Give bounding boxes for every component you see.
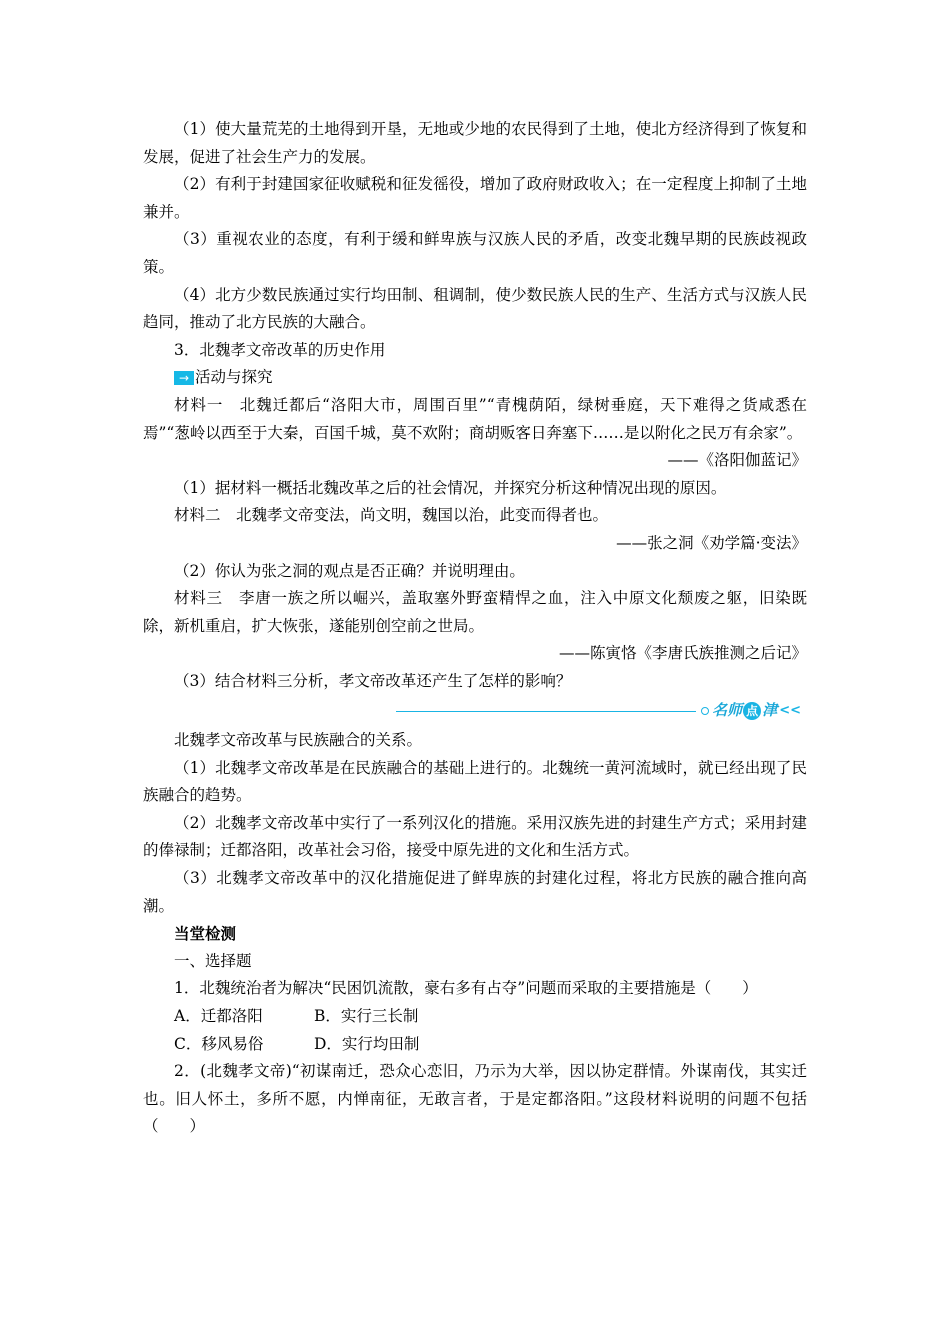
question-1: （1）据材料一概括北魏改革之后的社会情况，并探究分析这种情况出现的原因。 xyxy=(174,478,727,497)
arrow-icon: → xyxy=(174,371,194,385)
material-1: 材料一 北魏迁都后“洛阳大市，周围百里”“青槐荫陌，绿树垂庭，天下难得之货咸悉在焉”“葱岭以西至于大秦，百国千城，莫不欢附；商胡贩客日奔塞下……是以附化之民万有余家”。 xyxy=(143,395,807,442)
option-a: A．迁都洛阳 xyxy=(174,1007,263,1025)
question-2: （2）你认为张之洞的观点是否正确？并说明理由。 xyxy=(174,561,525,580)
paragraph-effect-1: （1）使大量荒芜的土地得到开垦，无地或少地的农民得到了土地，使北方经济得到了恢复和发展，促进了社会生产力的发展。 xyxy=(143,120,807,166)
mingshi-badge xyxy=(698,697,801,725)
material-2: 材料二 北魏孝文帝变法，尚文明，魏国以治，此变而得者也。 xyxy=(174,506,609,525)
mingshi-item-1: （1）北魏孝文帝改革是在民族融合的基础上进行的。北魏统一黄河流域时，就已经出现了民族融合的趋势。 xyxy=(143,758,807,805)
test-question-2: 2．(北魏孝文帝)“初谋南迁，恐众心恋旧，乃示为大举，因以协定群情。外谋南伐，其实迁也。旧人怀土，多所不愿，内惮南征，无敢言者，于是定都洛阳。”这段材料说明的问题不包括（ ） xyxy=(143,1062,807,1136)
paragraph-effect-4: （4）北方少数民族通过实行均田制、租调制，使少数民族人民的生产、生活方式与汉族人民趋同，推动了北方民族的大融合。 xyxy=(143,285,807,332)
test-question-1: 1．北魏统治者为解决“民困饥流散，豪右多有占夺”问题而采取的主要措施是（ ） xyxy=(174,979,758,998)
mingshi-label: 名师 xyxy=(712,701,743,720)
test-section: 一、选择题 xyxy=(174,951,252,970)
option-d: D．实行均田制 xyxy=(314,1034,420,1053)
question-3: （3）结合材料三分析，孝文帝改革还产生了怎样的影响？ xyxy=(174,671,572,690)
mingshi-intro: 北魏孝文帝改革与民族融合的关系。 xyxy=(174,731,423,750)
activity-heading xyxy=(143,364,807,392)
options-row-2 xyxy=(143,1031,807,1059)
mingshi-label-end: 津 xyxy=(762,701,778,720)
test-title: 当堂检测 xyxy=(174,924,237,944)
mingshi-circle-char: 点 xyxy=(743,702,761,720)
options-row-1 xyxy=(143,1003,807,1031)
paragraph-effect-2: （2）有利于封建国家征收赋税和征发徭役，增加了政府财政收入；在一定程度上抑制了土地兼并。 xyxy=(143,175,807,221)
chevrons-left-icon: << xyxy=(779,703,801,719)
heading-historical-role: 3．北魏孝文帝改革的历史作用 xyxy=(174,340,386,359)
paragraph-effect-3: （3）重视农业的态度，有利于缓和鲜卑族与汉族人民的矛盾，改变北魏早期的民族歧视政策。 xyxy=(143,230,807,276)
divider-line xyxy=(396,711,696,712)
option-c: C．移风易俗 xyxy=(174,1034,264,1053)
option-b: B．实行三长制 xyxy=(314,1007,419,1025)
material-3: 材料三 李唐一族之所以崛兴，盖取塞外野蛮精悍之血，注入中原文化颓废之躯，旧染既除，新机重启，扩大恢张，遂能别创空前之世局。 xyxy=(143,589,807,635)
circle-dot-icon xyxy=(701,707,709,715)
source-3: ——陈寅恪《李唐氏族推测之后记》 xyxy=(558,644,807,663)
activity-title: 活动与探究 xyxy=(195,368,273,387)
mingshi-divider xyxy=(143,697,807,725)
document-page xyxy=(143,116,807,1141)
source-2: ——张之洞《劝学篇·变法》 xyxy=(616,533,807,552)
source-1: ——《洛阳伽蓝记》 xyxy=(667,451,807,470)
mingshi-item-3: （3）北魏孝文帝改革中的汉化措施促进了鲜卑族的封建化过程，将北方民族的融合推向高潮。 xyxy=(143,869,807,915)
mingshi-item-2: （2）北魏孝文帝改革中实行了一系列汉化的措施。采用汉族先进的封建生产方式；采用封建的俸禄制；迁都洛阳，改革社会习俗，接受中原先进的文化和生活方式。 xyxy=(143,813,807,860)
